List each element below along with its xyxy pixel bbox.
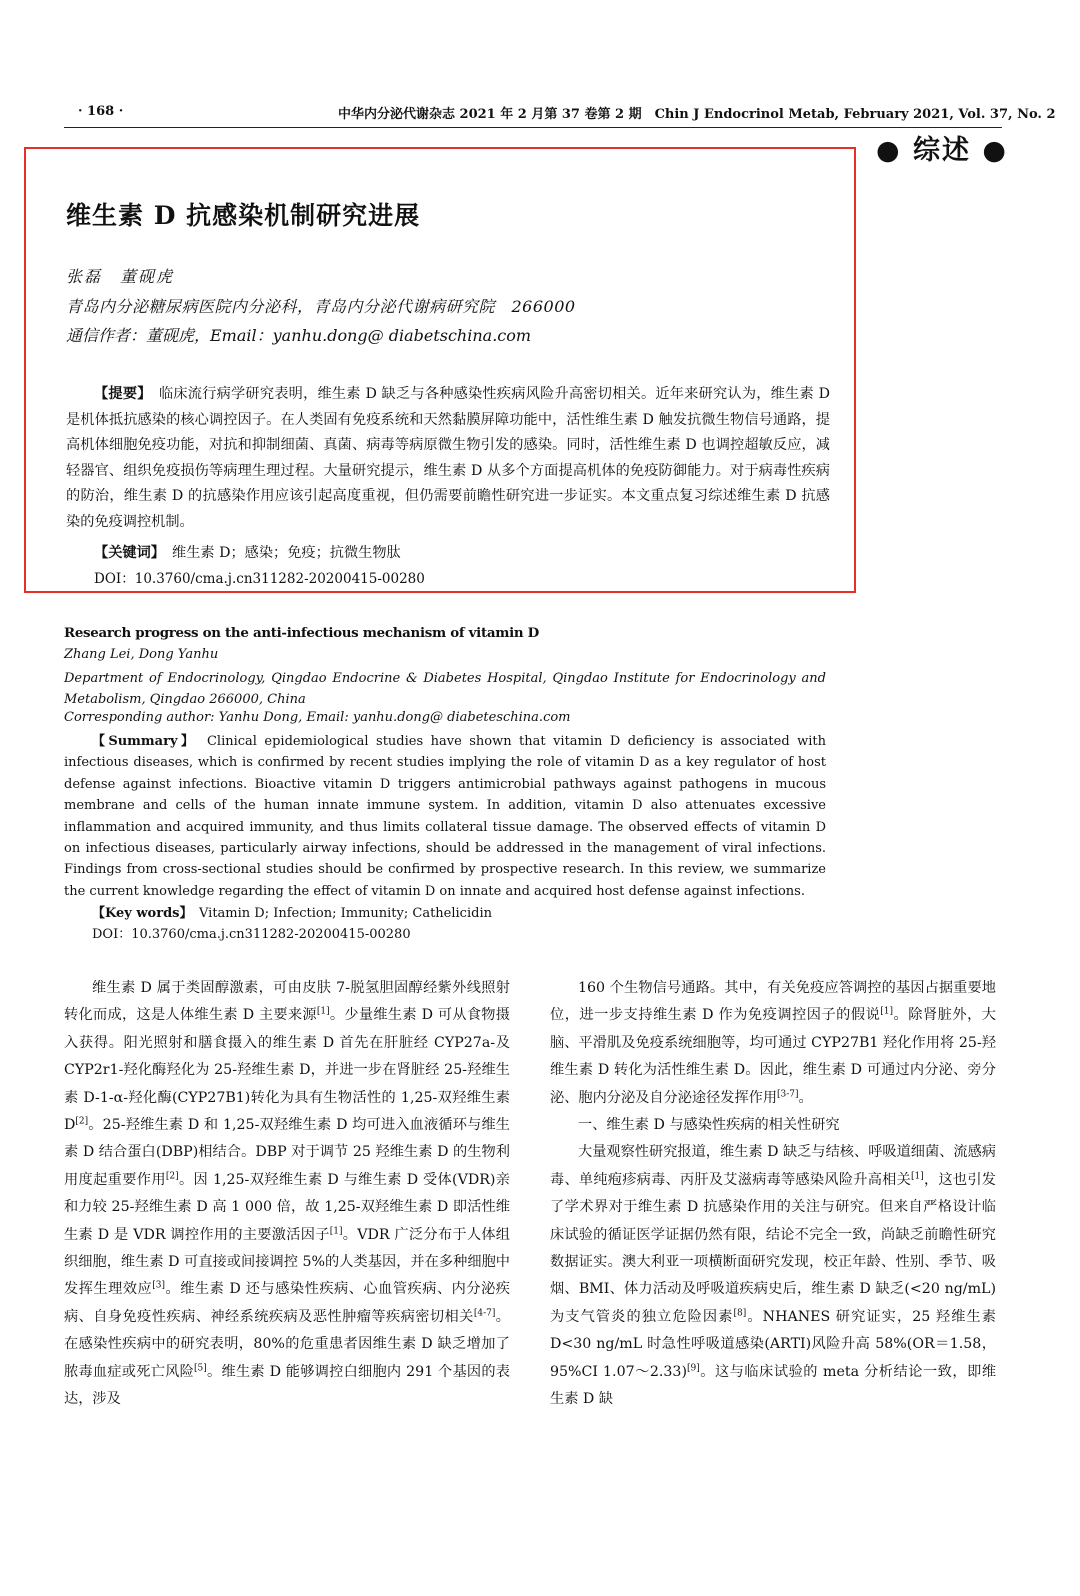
body-text: 。这与临床试验的 meta 分析结论一致，即维生素 D 缺 bbox=[550, 1363, 997, 1408]
authors-zh: 张磊 董砚虎 bbox=[66, 267, 175, 286]
keywords-label-en: 【Key words】 bbox=[92, 906, 186, 921]
citation-ref: [3] bbox=[152, 1280, 165, 1291]
keywords-en bbox=[92, 902, 492, 921]
body-paragraph bbox=[550, 975, 996, 1112]
keywords-label-zh: 【关键词】 bbox=[94, 545, 158, 561]
body-column-right bbox=[550, 975, 996, 1414]
summary-label-en: 【Summary】 bbox=[92, 734, 191, 749]
body-text: 。VDR 广泛分布于人体组织细胞，维生素 D 可直接或间接调控 5%的人类基因，并在多种细胞中发挥生理效应 bbox=[64, 1226, 510, 1298]
citation-ref: [8] bbox=[733, 1308, 747, 1319]
keywords-text-en: Vitamin D; Infection; Immunity; Cathelicidin bbox=[199, 906, 492, 921]
body-paragraph bbox=[64, 975, 510, 1414]
summary-text-en: Clinical epidemiological studies have shown that vitamin D deficiency is associated with infectious diseases, which is confirmed by recent studies implying the role of vitamin D as a key regulator of host defense against infections. Bioactive vitamin D triggers antimicrobial pathways against pathogens in mucous membrane and cells of the human innate immune system. In addition, vitamin D also attenuates excessive inflammation and acquired immunity, and thus limits collateral tissue damage. The observed effects of vitamin D on infectious diseases, particularly airway infections, should be addressed in the management of viral infections. Findings from cross-sectional studies should be confirmed by prospective research. In this review, we summarize the current knowledge regarding the effect of vitamin D on innate and acquired host defense against infections. bbox=[64, 734, 826, 899]
body-text: 。因 1,25-双羟维生素 D 与维生素 D 受体(VDR)亲和力较 25-羟维生素 D 高 1 000 倍，故 1,25-双羟维生素 D 即活性维生素 D 是 VDR 调控作用的主要激活因子 bbox=[64, 1171, 510, 1243]
body-text: 160 个生物信号通路。其中，有关免疫应答调控的基因占据重要地位，进一步支持维生素 D 作为免疫调控因子的假说 bbox=[550, 980, 996, 1024]
body-text: 。少量维生素 D 可从食物摄入获得。阳光照射和膳食摄入的维生素 D 首先在肝脏经 CYP27a-及 CYP2r1-羟化酶羟化为 25-羟维生素 D，并进一步在肾脏经 25-羟维生素 D-1-α-羟化酶(CYP27B1)转化为具有生物活性的 1,25-双羟维生素 D bbox=[64, 1007, 510, 1134]
citation-ref: [3-7] bbox=[777, 1088, 799, 1099]
header-rule bbox=[64, 127, 1002, 128]
body-text: 。 bbox=[798, 1089, 813, 1106]
journal-running-head: 中华内分泌代谢杂志 2021 年 2 月第 37 卷第 2 期 Chin J Endocrinol Metab, February 2021, Vol. 37, No. 2 bbox=[338, 107, 1056, 122]
body-text: 维生素 D 属于类固醇激素，可由皮肤 7-脱氢胆固醇经紫外线照射转化而成，这是人体维生素 D 主要来源 bbox=[64, 980, 510, 1024]
body-paragraph bbox=[550, 1139, 996, 1413]
body-text: 。NHANES 研究证实，25 羟维生素 D<30 ng/mL 时急性呼吸道感染(ARTI)风险升高 58%(OR＝1.58，95%CI 1.07～2.33) bbox=[550, 1308, 996, 1380]
abstract-zh bbox=[66, 382, 830, 535]
body-text: ，这也引发了学术界对于维生素 D 抗感染作用的关注与研究。但来自严格设计临床试验的循证医学证据仍然有限，结论不完全一致，尚缺乏前瞻性研究数据证实。澳大利亚一项横断面研究发现，校正年龄、性别、季节、吸烟、BMI、体力活动及呼吸道疾病史后，维生素 D 缺乏(<20 ng/mL)为支气管炎的独立危险因素 bbox=[550, 1171, 996, 1325]
corresponding-author-zh: 通信作者：董砚虎，Email：yanhu.dong@ diabetschina.com bbox=[66, 326, 532, 345]
page-number: · 168 · bbox=[78, 104, 124, 119]
body-text: 。维生素 D 还与感染性疾病、心血管疾病、内分泌疾病、自身免疫性疾病、神经系统疾病及恶性肿瘤等疾病密切相关 bbox=[64, 1281, 510, 1325]
affiliation-en: Department of Endocrinology, Qingdao Endocrine & Diabetes Hospital, Qingdao Institute for Endocrinology and Metabolism, Qingdao 266000, China bbox=[64, 671, 826, 707]
citation-ref: [1] bbox=[329, 1225, 343, 1236]
body-text: 。维生素 D 能够调控白细胞内 291 个基因的表达，涉及 bbox=[64, 1363, 510, 1408]
citation-ref: [9] bbox=[687, 1362, 700, 1373]
keywords-text-zh: 维生素 D；感染；免疫；抗微生物肽 bbox=[172, 545, 401, 561]
summary-en bbox=[64, 731, 826, 902]
citation-ref: [1] bbox=[316, 1006, 330, 1017]
body-column-left bbox=[64, 975, 510, 1414]
doi-zh: DOI：10.3760/cma.j.cn311282-20200415-00280 bbox=[94, 571, 425, 587]
body-text: 。25-羟维生素 D 和 1,25-双羟维生素 D 均可进入血液循环与维生素 D 结合蛋白(DBP)相结合。DBP 对于调节 25 羟维生素 D 的生物利用度起重要作用 bbox=[64, 1117, 510, 1188]
abstract-text-zh: 临床流行病学研究表明，维生素 D 缺乏与各种感染性疾病风险升高密切相关。近年来研究认为，维生素 D 是机体抵抗感染的核心调控因子。在人类固有免疫系统和天然黏膜屏障功能中，活性维生素 D 触发抗微生物信号通路，提高机体细胞免疫功能，对抗和抑制细菌、真菌、病毒等病原微生物引发的感染。同时，活性维生素 D 也调控超敏反应，减轻器官、组织免疫损伤等病理生理过程。大量研究提示，维生素 D 从多个方面提高机体的免疫防御能力。对于病毒性疾病的防治，维生素 D 的抗感染作用应该引起高度重视，但仍需要前瞻性研究进一步证实。本文重点复习综述维生素 D 抗感染的免疫调控机制。 bbox=[66, 386, 830, 530]
citation-ref: [4-7] bbox=[473, 1308, 496, 1319]
corresponding-author-en: Corresponding author: Yanhu Dong, Email: yanhu.dong@ diabeteschina.com bbox=[64, 710, 571, 725]
body-text: 大量观察性研究报道，维生素 D 缺乏与结核、呼吸道细菌、流感病毒、单纯疱疹病毒、丙肝及艾滋病毒等感染风险升高相关 bbox=[550, 1144, 996, 1188]
citation-ref: [5] bbox=[194, 1362, 207, 1373]
abstract-label-zh: 【提要】 bbox=[94, 386, 145, 402]
citation-ref: [2] bbox=[75, 1116, 89, 1127]
authors-en: Zhang Lei, Dong Yanhu bbox=[64, 647, 219, 662]
body-text: 。除肾脏外，大脑、平滑肌及免疫系统细胞等，均可通过 CYP27B1 羟化作用将 25-羟维生素 D 转化为活性维生素 D。因此，维生素 D 可通过内分泌、旁分泌、胞内分泌及自分泌途径发挥作用 bbox=[550, 1007, 996, 1106]
body-text: 。在感染性疾病中的研究表明，80%的危重患者因维生素 D 缺乏增加了脓毒血症或死亡风险 bbox=[64, 1308, 510, 1380]
section-heading: 一、维生素 D 与感染性疾病的相关性研究 bbox=[578, 1117, 840, 1134]
citation-ref: [2] bbox=[165, 1171, 179, 1182]
section-label: ● 综述 ● bbox=[876, 135, 1008, 166]
citation-ref: [1] bbox=[911, 1171, 924, 1182]
affiliation-zh: 青岛内分泌糖尿病医院内分泌科，青岛内分泌代谢病研究院 266000 bbox=[66, 297, 576, 316]
article-title-zh: 维生素 D 抗感染机制研究进展 bbox=[66, 201, 421, 230]
article-title-en: Research progress on the anti-infectious mechanism of vitamin D bbox=[64, 625, 539, 641]
doi-en: DOI：10.3760/cma.j.cn311282-20200415-00280 bbox=[92, 927, 411, 942]
citation-ref: [1] bbox=[880, 1006, 894, 1017]
keywords-zh bbox=[94, 542, 401, 562]
